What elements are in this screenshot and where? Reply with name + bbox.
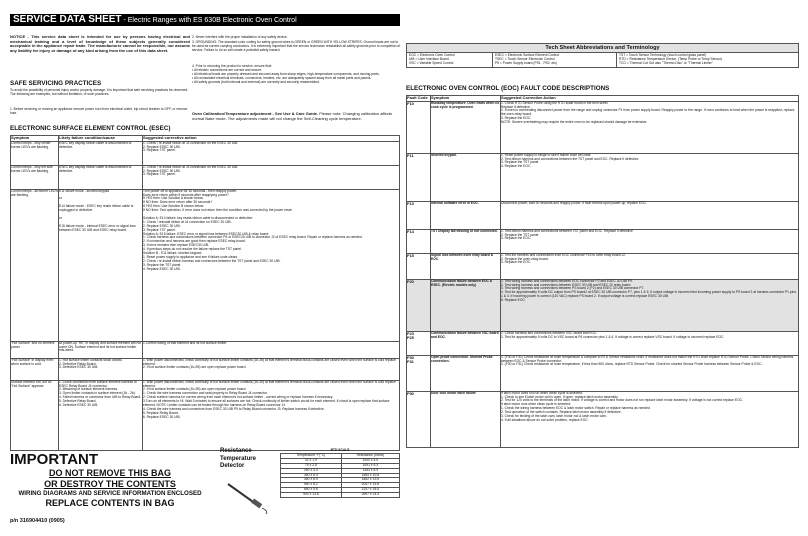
rtd-resistance: 2237 ± 18.5 [341,488,399,493]
rtd-table-wrap [280,449,400,498]
table-row [11,165,400,189]
fault-code: F30 F31 [407,355,431,391]
fault-symptom: Signal loss between oven relay board & EOC. [431,253,501,279]
fault-symptom: Open probe connection. Shorted Probe connection. [431,355,501,391]
rtd-temp: 75 ± 2.5 [281,463,342,468]
abbrev-columns [407,53,798,67]
esec-symptom: Control beeps - all burner LED's are flashing. [11,189,59,341]
fault-symptom: Runaway temperature. Oven heats when no cook cycle is programmed. [431,101,501,153]
header-bar [10,14,400,26]
fault-code: F90 [407,391,431,447]
calibration-title: Oven Calibration/Temperature adjustment - See Use & Care Guide. [192,111,319,116]
abbrev-item: TSEC = Touch Sensor Electronic Control [495,56,555,61]
rtd-col-temp: Temperature °F(°C) [281,453,342,458]
fault-symptom: Shorted keypad. [431,153,501,201]
esec-col-cause: Likely failure condition/cause [59,136,143,142]
important-title: IMPORTANT [10,451,99,468]
esec-action: 1. Check / re-install ribbon at J3 connection on the ESEC 30 UIB. 2. Replace ESEC 30 UIB. 3. Replace TST panel. [143,141,400,165]
esec-col-symptom: Symptom [11,136,59,142]
fault-action: 1. Test wiring harness and connections between EOC connector P2 and ESEC 30 UIB P9. 2. Test wiring harness and connections between ESEC 30 UIB and ESEC 20 relay board. 3. Test wiring harness and connections between PS board 2 (P2) and ESEC 30 UIB connector P7. 4. Test for approximately 9 volts DC output from PS board2 at ESEC 30 UIB connector P7, pins 1 & 5. If output voltage is incorrect test incoming power supply to PS board 2 at harness connector P1 pins 1 & 4. If incoming power is correct (120 VAC) replace PS board 2. If output voltage is correct replace ESEC 30 UIB 5. Replace EOC. [501,279,799,331]
esec-cause: E11 failure mode - shorted keypad or E14 failure mode - ESEC key reads ribbon cable is unplugged or defective or E15 failure mode - internal ESEC error or signal loss between ESEC 30 UIB and ESEC relay board. [59,189,143,341]
eoc-title: ELECTRONIC OVEN CONTROL (EOC) FAULT CODE DESCRIPTIONS [406,85,610,92]
safe-item-1: 1. Before servicing or moving an appliance remove power cord from electrical outlet, trip circuit breaker to OFF, or remove fuse. [10,107,188,115]
table-row [407,253,799,279]
fault-symptom: Communication failure between VSC board and EOC. [431,331,501,355]
fault-symptom: Communication failure between EOC & ESEC. (Electric models only) [431,279,501,331]
esec-title: ELECTRONIC SURFACE ELEMENT CONTROL (ESEC) [10,125,171,132]
sheet-subtitle: - Electric Ranges with ES 630B Electronic Oven Control [121,17,297,24]
fault-code: F20 [407,279,431,331]
rtd-resistance: 1654 ± 10.8 [341,473,399,478]
abbrev-box [406,43,799,68]
important-line-4: REPLACE CONTENTS IN BAG [45,498,175,508]
notice-block [10,35,190,53]
fault-action: If latch motor does not run when clean cycle is selected: 1. Check to see if latch motor coil is open. If open, replace latch motor assembly. 2. Test for 120 volts to the terminals of the latch motor. If voltage is correct and motor does not run replace latch motor assembly. If voltage is not correct replace EOC. If latch motor runs when clean cycle is selected: 1. Check the wiring harness between EOC & latch motor switch. Repair or replace harness as needed. 2. Test operation of the switch contacts. Replace latch motor assembly if defective. 3. Check for binding of the latch cam, latch motor rod & latch motor cam. 4. If all situations above do not solve problem, replace EOC. [501,391,799,447]
fault-action: Disconnect power, wait 30 seconds and reapply power. If fault returns upon power-up, replace EOC. [501,201,799,229]
safe-item-3: 3. GROUNDING: The standard color coding for safety ground wires is GREEN or GREEN WITH YELLOW STRIPES. Ground leads are not to be used as current carrying conductors. It is extremely important that the service technician reestablish all safety grounds prior to completion of service. Failure to do so will create a potential safety hazard. [192,40,401,52]
fault-symptom: TST Display tail missing or not connected. [431,229,501,253]
esec-cause: At power-up "HE" in display and surface element will not come ON. Surface element and its hot surface limiter mis-wired. [59,341,143,358]
esec-symptom: Control beeps - only left side burner LED's are flashing. [11,165,59,189]
esec-table [10,135,400,451]
rtd-resistance: 2047 ± 15.8 [341,483,399,488]
esec-action: 1. Check / re-install ribbon at J3 connection on the ESEC 30 UIB. 2. Replace ESEC 30 UIB. 3. Replace TST panel. [143,165,400,189]
abbrev-item: VSC = Variable Speed Control [409,60,454,65]
notice-label: NOTICE [10,34,26,39]
abbrev-col-2 [493,53,617,67]
fault-action: 1. (F30 or F31) Check resistance at room temperature & compare to RTD Sensor resistance chart. If resistance does not match the RTD chart replace RTD Sensor Probe. Check Sensor wiring harness between EOC & Sensor Probe connector. 2. (F30 or F31) Check resistance at room temperature, if less than 500 ohms, replace RTD Sensor Probe. Check for shorted Sensor Probe harness between Sensor Probe & EOC. [501,355,799,391]
abbrev-item: UIB = User Interface Board [409,56,449,61]
fault-symptom: Internal software error in EOC. [431,201,501,229]
abbrev-item: P5 = Power Supply board (PS1 , PS2, etc) [495,60,558,65]
fault-action: 1. Check RTD Sensor Probe using the RTD scale found in the tech sheet. Replace if defective. 2. If oven is overheating disconnect power from the range and unplug connector P1 from power supply board. Reapply power to the range. If oven continues to heat when the power is reapplied, replace the oven relay board. 3. Replace the EOC. NOTE: Severe overheating may require the entire oven to be replaced should damage be extensive. [501,101,799,153]
important-block [10,452,210,509]
rtd-label: Resistance Temperature Detector [220,448,256,469]
rtd-caption: RTD SCALE [330,448,350,452]
esec-cause: ESEC key display ribbon cable is disconnected or defective. [59,141,143,165]
abbrev-col-1 [407,53,493,67]
safe-title: SAFE SERVICING PRACTICES [10,80,102,87]
esec-cause: 1. Loose connection from surface element harness to ESEC Relay Board J4 connector. 2. Miswiring of surface element harness. 3. Open limiter contacts in surface element (1b - 2b). 4. Failed harness or connector from UIB to Relay Board. 5. Defective Relay Board. 6. Defective ESEC 30 UIB. [59,380,143,450]
table-row [11,141,400,165]
table-row [11,341,400,358]
fault-code: F14 [407,229,431,253]
abbrev-col-3 [617,53,798,67]
esec-symptom: "Hot Surface" and no element power [11,341,59,358]
rtd-resistance: 2697 ± 24.4 [341,493,399,498]
fault-code: F10 [407,101,431,153]
abbrev-item: ESEC = Electronic Surface Element Control [495,53,560,57]
fault-action: 1. Test ribbon harness and connections between TST panel and EOC. Replace if defective 2. Replace the TST panel. 3. Replace the EOC. [501,229,799,253]
esec-table-wrap [10,135,400,451]
rtd-probe-icon [228,484,267,514]
calibration-text: Please note: Changing calibration affects normal Bake mode. The adjustments made will not change the Self-Cleaning cycle temperature. [192,111,392,121]
part-number: p/n 316904410 (0905) [10,518,65,524]
esec-cause: 1. Hot surface limiter contacts stuck closed. 2. Defective Relay Board. 3. Defective ESEC 30 UIB. [59,358,143,380]
esec-cause: ESEC key display ribbon cable is disconnected or defective. [59,165,143,189]
safe-item-4: 4. Prior to returning the product to service, ensure that: • All electric connections are correct and secure. • All electrical leads are properly dressed and secured away from sharp edges, high-temperature components, and moving parts. • All uninsulated electrical terminals, connectors, heaters, etc. are adequately spaced away from all metal parts and panels. • All safety grounds (both internal and external) are correctly and securely reassembled. [192,64,380,84]
table-row [11,380,400,450]
safe-item-2: 2. Never interfere with the proper installation of any safety device. [192,35,288,39]
eoc-col-symptom: Symptom [431,96,501,102]
esec-action: 1. With power disconnected, check continuity of hot surface limiter contacts (1b-2b) at that element's terminal block,contacts are closed even when the surface is cold replace element. 2. If hot surface limiter contacts (1b-2B) are open replace power board. 1. Check the wire harness connection and seat properly to Relay Board J4 connector. 2. Check surface harness for correct wiring from each element's hot surface limiter - correct wiring or replace harness if necessary. 3.Turn on all elements to HI. Wait 3 minutes to ensure all surfaces are hot. Check continuity of limiter switch circuit for each element. If circuit is open replace that surface element. NOTE: Limiter contacts can be tested through the harness on Relay Board connector J4 4. Check the wire harness and connectors from ESEC 30 UIB P5 to Relay Board connector J3. Replace harness if defective. 5. Replace Relay Board. 6. Replace ESEC 30 UIB. [143,380,400,450]
important-line-1: DO NOT REMOVE THIS BAG [48,468,171,478]
esec-action: 1.Correct wiring of that element and its hot surface limiter. [143,341,400,358]
abbrev-item: RTD = Resistance Temperature Device. (Temp Probe or Temp Sensor) [619,56,723,61]
table-row [407,355,799,391]
table-row [281,493,400,498]
important-line-3: WIRING DIAGRAMS AND SERVICE INFORMATION ENCLOSED [18,490,202,497]
fault-code: F15 [407,253,431,279]
rtd-scale-table [280,453,400,498]
fault-code: F13 [407,201,431,229]
esec-action: Turn power off to appliance for 30 seconds - then reapply power. Does error return within 5 seconds after reapplying power? If YES then: Use Solution A shown below. If NO then: Does error return after 30 seconds? If YES then: Use Solution B shown below. If NO then: Test operation. If error does not return then the condition was corrected by the power reset. Solution A: E14 failure: key reads ribbon cable is disconnected or defective: 1. Check / reinstall ribbon at J4 connection on ESEC 30 UIB. 2. Replace ESEC 30 UIB. 3. Replace TST panel. Solution A: E15 failure. ESEC error or signal loss between ESEC30 UIB & relay board: 1. Check harness and connections between connector P6 or ESEC30 UIB to connector J2 of ESEC relay board. Repair or replace harness as needed. 2. If connection and harness are good then replace ESEC relay board. 3. If error remains then replace ESEC30 UIB. 4. If previous steps do not resolve the failure replace the TST panel. Solution B - E11 failure. shorted keypad: 1. Reset power supply to appliance and see if failure code clears. 2. Check / re-install ribbon harness and connectors between the TST panel and ESEC 30 UIB. 3. Replace the TST panel. 4. Replace ESEC 30 UIB. [143,189,400,341]
rtd-temp: 550 ± 8.2 [281,483,342,488]
abbrev-item: TCO = Thermal Cut Out also "Thermo Disc" or "Thermal Limiter" [619,60,713,65]
table-row [407,201,799,229]
fault-action: 1. Check harness and connections between VSC board and EOC. 2. Test for approximately 5 volts DC to VSC board at P6 connector pins 1 & 6. If voltage is correct replace VSC board. If voltage is incorrect replace EOC. [501,331,799,355]
fault-symptom: Door lock motor latch failure [431,391,501,447]
table-row [407,391,799,447]
table-row [11,358,400,380]
table-row [407,153,799,201]
fault-action: 1. Reset power supply to range to see if failure code will clear. 2. Test ribbon harness and connections between the TST panel and EOC. Replace if defective. 3. Replace the TST panel. 4. Replace the EOC. [501,153,799,201]
rtd-resistance: 1852 ± 13.5 [341,478,399,483]
abbrev-item: TST = Touch Sensor Technology (touch control glass panel) [619,53,707,57]
important-line-2: OR DESTROY THE CONTENTS [44,479,176,489]
table-row [407,229,799,253]
rtd-temp: 250 ± 4.4 [281,468,342,473]
safe-intro: To avoid the possibility of personal injury and/or property damage, it is important that safe servicing practices be observed. The following are examples, but without limitation, of such practices. [10,88,189,96]
esec-symptom: Surface element hot, but no "Hot Surface" appears [11,380,59,450]
rtd-temp: 350 ± 5.4 [281,473,342,478]
rtd-temp: 650 ± 9.6 [281,488,342,493]
eoc-col-action: Suggested Corrective Action [501,96,799,102]
eoc-table [406,95,799,448]
rtd-probe-illustration [222,480,272,516]
eoc-table-wrap [406,95,799,448]
fault-action: 1. Test the harness and connections from EOC connector P16 to oven relay board J2. 2. Replace the oven relay board. 3. Replace the EOC. [501,253,799,279]
calibration-note [192,112,402,121]
rtd-resistance: 1000 ± 4.0 [341,458,399,463]
table-row [407,331,799,355]
table-row [407,279,799,331]
notice-text: - This service data sheet is intended for use by persons having electrical and mechanical training and a level of knowledge of these subjects generally considered acceptable in the appliance repair trade. The manufacturer cannot be responsible, nor assume any liability for injury or damage of any kind arising from the use of this data sheet. [10,34,190,53]
rtd-resistance: 1453 ± 8.9 [341,468,399,473]
abbrev-item: EOC = Electronic Oven Control [409,53,455,57]
esec-col-action: Suggested corrective action [143,136,400,142]
rtd-temp: 450 ± 6.9 [281,478,342,483]
esec-symptom: Control beeps - only center burner LED's are flashing. [11,141,59,165]
esec-action: 1. With power disconnected, check continuity of hot surface limiter contacts (1b-2b) at that element's terminal block,contacts are closed even when the surface is cold replace element. 2. If hot surface limiter contacts (1b-2B) are open replace power board. [143,358,400,380]
fault-code: F11 [407,153,431,201]
sheet-title: SERVICE DATA SHEET [13,14,122,25]
rtd-temp: 32 ± 1.9 [281,458,342,463]
eoc-col-code: Fault Code [407,96,431,102]
rtd-resistance: 1091 ± 5.3 [341,463,399,468]
abbrev-title: Tech Sheet Abbreviations and Terminology [407,44,798,53]
rtd-temp: 900 ± 13.6 [281,493,342,498]
table-row [407,101,799,153]
rtd-col-resistance: Resistance (ohms) [341,453,399,458]
fault-code: F23 F25 [407,331,431,355]
esec-symptom: "Hot Surface" in display even when surface is cold. [11,358,59,380]
table-row [11,189,400,341]
